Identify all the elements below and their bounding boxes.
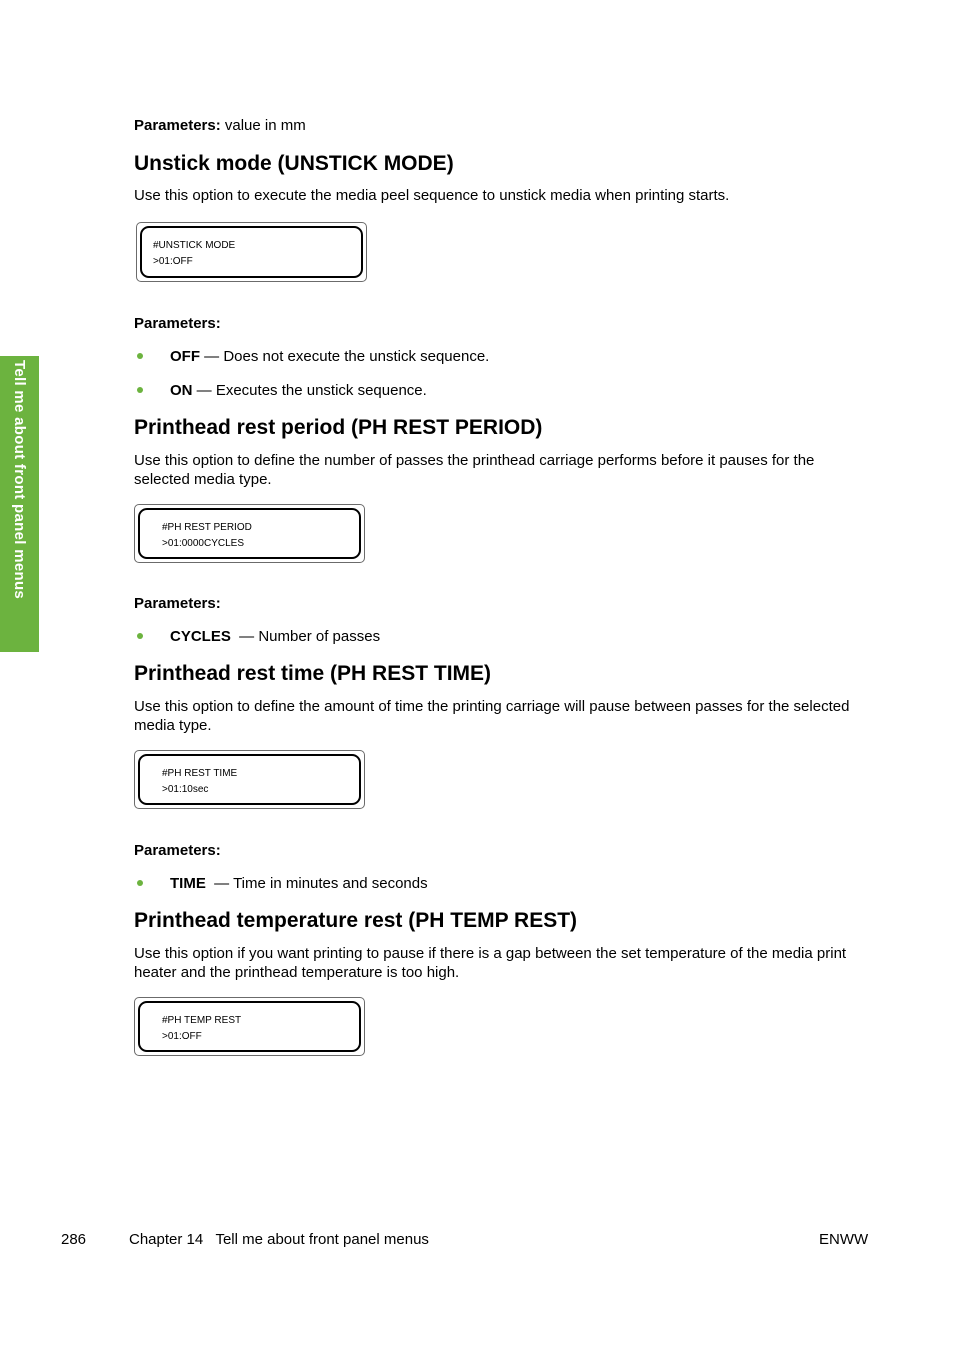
side-tab-label: Tell me about front panel menus — [11, 360, 28, 600]
parameter-term: CYCLES — [170, 628, 231, 645]
parameter-desc: — Executes the unstick sequence. — [192, 382, 427, 399]
bullet-icon — [137, 353, 143, 359]
parameters-label-rest-time: Parameters: — [134, 842, 221, 859]
section-heading-temp-rest: Printhead temperature rest (PH TEMP REST) — [134, 909, 578, 932]
page-number: 286 — [61, 1231, 87, 1248]
front-panel-display-rest-period — [134, 504, 365, 563]
section-description-rest-period: Use this option to define the number of passes the printhead carriage performs before it pauses for the selected media type. — [134, 452, 815, 488]
parameter-term: ON — [170, 382, 193, 399]
parameter-desc: — Time in minutes and seconds — [205, 875, 428, 892]
display-line-2: >01:OFF — [162, 1031, 202, 1042]
display-line-1: #PH REST TIME — [162, 768, 238, 779]
display-line-1: #UNSTICK MODE — [153, 240, 236, 251]
display-line-2: >01:OFF — [153, 256, 193, 267]
intro-parameters-text: value in mm — [220, 117, 306, 134]
front-panel-screen — [140, 226, 363, 278]
parameter-desc: — Number of passes — [230, 628, 381, 645]
footer-chapter: Chapter 14 Tell me about front panel menus — [129, 1231, 429, 1248]
bullet-icon — [137, 633, 143, 639]
parameter-desc: — Does not execute the unstick sequence. — [200, 348, 490, 365]
front-panel-screen — [138, 1001, 361, 1052]
display-line-1: #PH TEMP REST — [162, 1015, 242, 1026]
front-panel-display-rest-time — [134, 750, 365, 809]
section-description-temp-rest: Use this option if you want printing to pause if there is a gap between the set temperature of the media print heater and the printhead temperature is too high. — [134, 945, 847, 981]
front-panel-display-temp-rest — [134, 997, 365, 1056]
section-description-unstick: Use this option to execute the media peel sequence to unstick media when printing starts. — [134, 187, 730, 204]
display-line-2: >01:0000CYCLES — [162, 538, 245, 549]
side-tab — [0, 356, 39, 652]
parameter-item-on — [170, 381, 427, 400]
parameter-term: TIME — [170, 875, 206, 892]
front-panel-screen — [138, 508, 361, 559]
intro-parameters — [134, 116, 306, 135]
bullet-icon — [137, 880, 143, 886]
display-line-1: #PH REST PERIOD — [162, 522, 252, 533]
intro-parameters-label: Parameters: — [134, 117, 221, 134]
parameter-item-cycles — [170, 627, 380, 646]
parameter-item-time — [170, 874, 428, 893]
bullet-icon — [137, 387, 143, 393]
parameter-term: OFF — [170, 348, 200, 365]
front-panel-screen — [138, 754, 361, 805]
section-heading-unstick: Unstick mode (UNSTICK MODE) — [134, 152, 454, 175]
section-heading-rest-time: Printhead rest time (PH REST TIME) — [134, 662, 492, 685]
front-panel-display-unstick — [136, 222, 367, 282]
parameters-label-rest-period: Parameters: — [134, 595, 221, 612]
parameters-label-unstick: Parameters: — [134, 315, 221, 332]
section-description-rest-time: Use this option to define the amount of time the printing carriage will pause between passes for the selected media type. — [134, 698, 850, 734]
section-heading-rest-period: Printhead rest period (PH REST PERIOD) — [134, 416, 543, 439]
display-line-2: >01:10sec — [162, 784, 209, 795]
parameter-item-off — [170, 347, 489, 366]
footer-right: ENWW — [819, 1231, 869, 1248]
